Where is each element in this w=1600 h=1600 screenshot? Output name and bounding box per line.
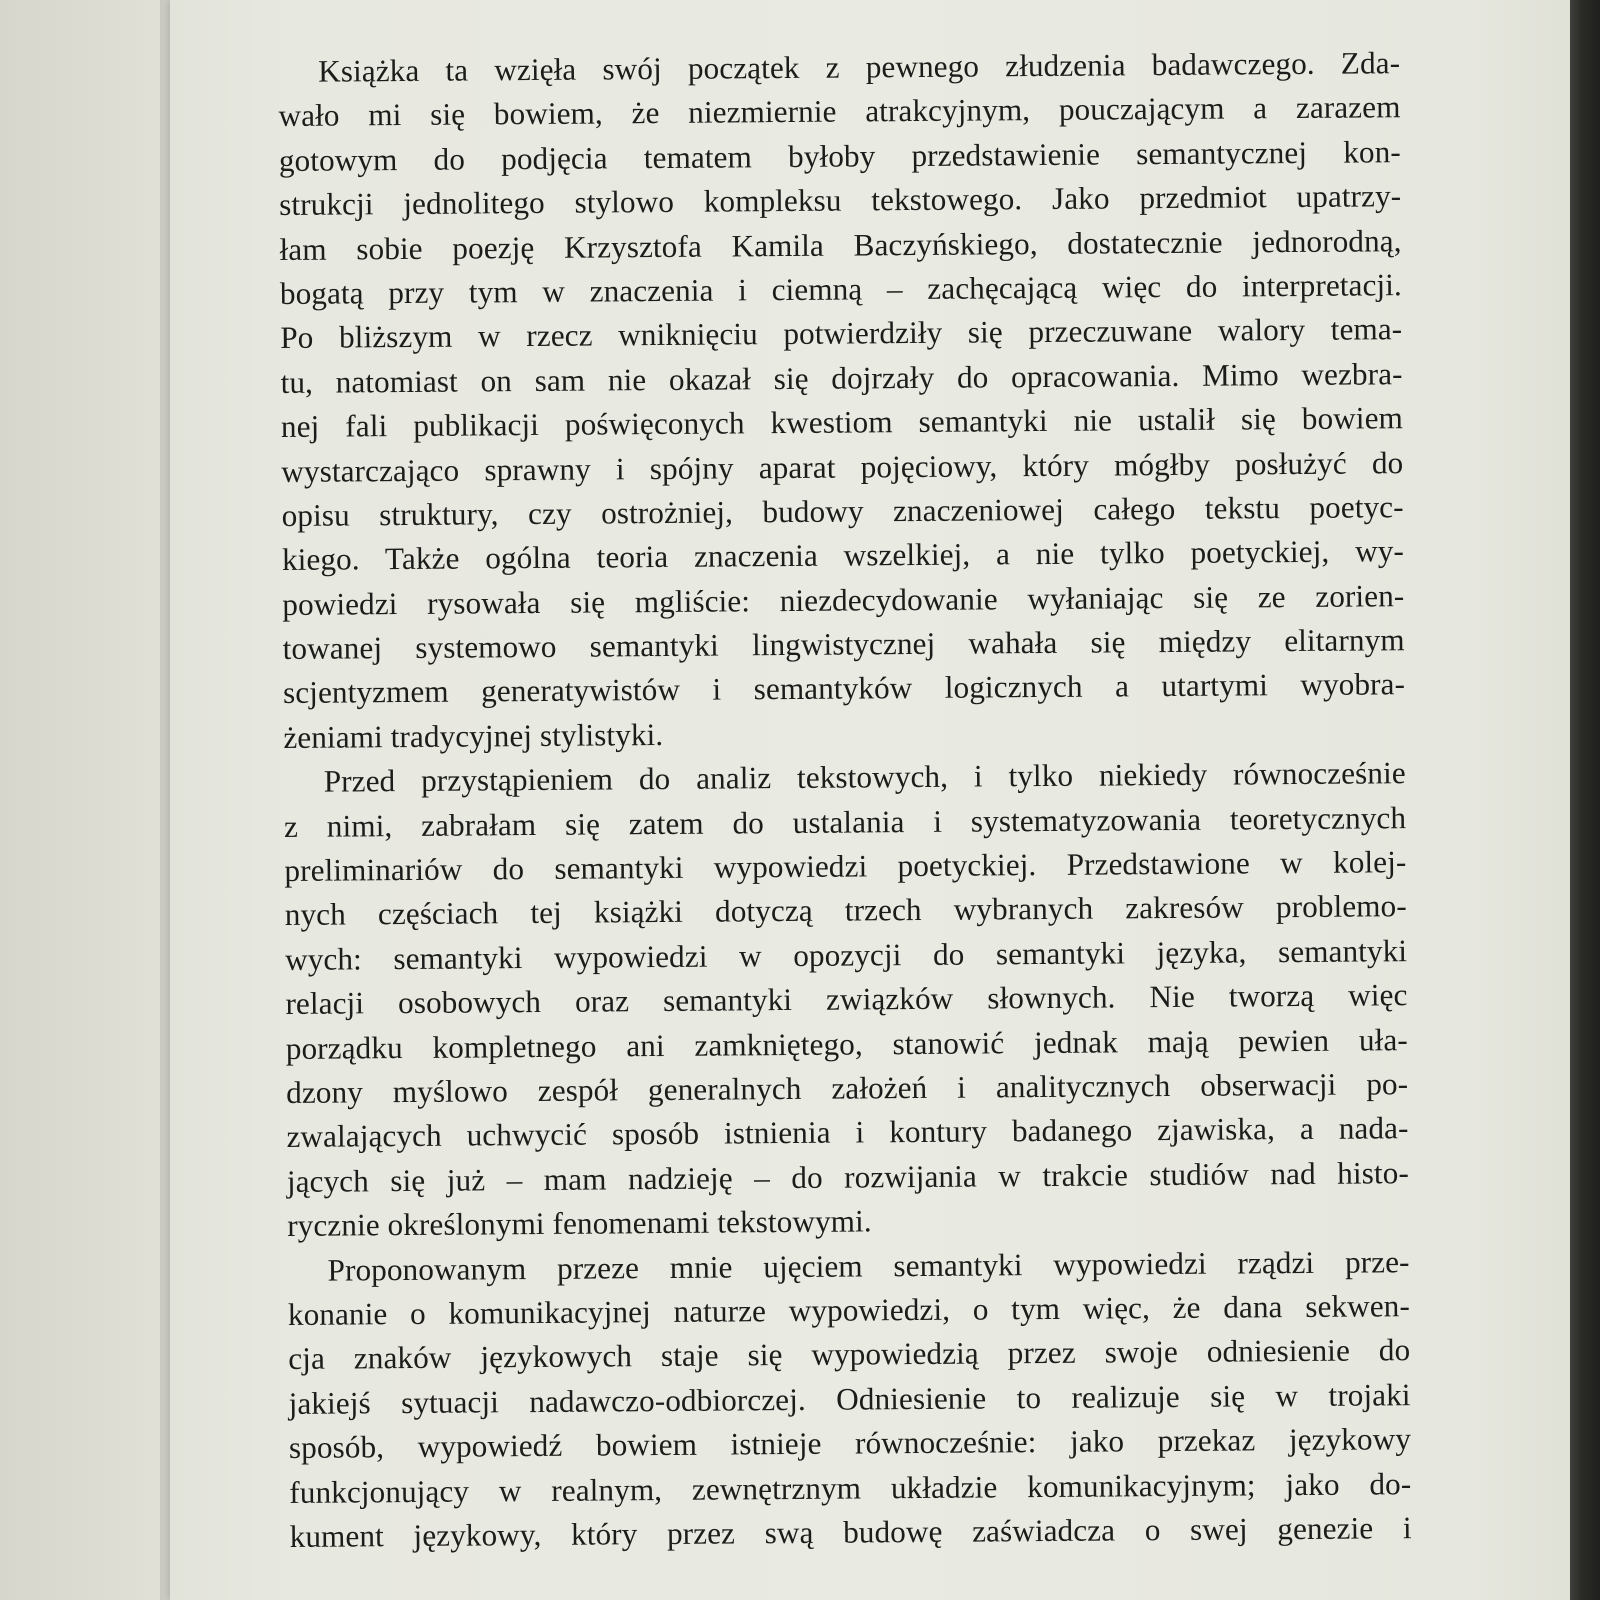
text-line: kiego. Także ogólna teoria znaczenia wszelkiej, a nie tylko poetyckiej, wy- <box>281 533 1405 578</box>
text-line: łam sobie poezję Krzysztofa Kamila Baczyńskiego, dostatecznie jednorodną, <box>279 222 1402 267</box>
text-line: konanie o komunikacyjnej naturze wypowiedzi, o tym więc, że dana sekwen- <box>287 1288 1411 1332</box>
page-text <box>278 41 1412 1554</box>
text-line: jących się już – mam nadzieję – do rozwijania w trakcie studiów nad histo- <box>286 1154 1409 1199</box>
text-line: strukcji jednolitego stylowo kompleksu tekstowego. Jako przedmiot upatrzy- <box>279 178 1402 223</box>
text-line: Proponowanym przeze mnie ujęciem semantyki wypowiedzi rządzi prze- <box>327 1243 1410 1288</box>
paragraph-1 <box>278 41 1406 760</box>
text-line: nej fali publikacji poświęconych kwestiom semantyki nie ustalił się bowiem <box>280 400 1404 445</box>
text-line: jakiejś sytuacji nadawczo-odbiorczej. Odniesienie to realizuje się w trojaki <box>288 1376 1411 1421</box>
text-line: wało mi się bowiem, że niezmiernie atrakcyjnym, pouczającym a zarazem <box>278 89 1401 134</box>
text-line: preliminariów do semantyki wypowiedzi poetyckiej. Przedstawione w kolej- <box>284 844 1407 889</box>
text-line: gotowym do podjęcia tematem byłoby przedstawienie semantycznej kon- <box>278 133 1401 178</box>
text-line: tu, natomiast on sam nie okazał się dojrzały do opracowania. Mimo wezbra- <box>280 355 1403 400</box>
paragraph-2 <box>284 751 1410 1248</box>
text-line: funkcjonujący w realnym, zewnętrznym układzie komunikacyjnym; jako do- <box>289 1465 1412 1510</box>
text-line: cja znaków językowych staje się wypowiedzią przez swoje odniesienie do <box>288 1332 1411 1377</box>
text-line: relacji osobowych oraz semantyki związków słownych. Nie tworzą więc <box>285 977 1408 1022</box>
text-line: Książka ta wzięła swój początek z pewnego złudzenia badawczego. Zda- <box>318 45 1401 89</box>
text-line: powiedzi rysowała się mgliście: niezdecydowanie wyłaniając się ze zorien- <box>282 577 1405 622</box>
text-line: porządku kompletnego ani zamkniętego, stanowić jednak mają pewien uła- <box>285 1021 1408 1066</box>
text-line: kument językowy, który przez swą budowę zaświadcza o swej genezie i <box>289 1510 1412 1554</box>
text-line: rycznie określonymi fenomenami tekstowymi. <box>287 1203 872 1244</box>
text-line: scjentyzmem generatywistów i semantyków logicznych a utartymi wyobra- <box>282 666 1406 711</box>
text-line: Po bliższym w rzecz wniknięciu potwierdziły się przeczuwane walory tema- <box>280 311 1403 356</box>
text-line: wystarczająco sprawny i spójny aparat pojęciowy, który mógłby posłużyć do <box>281 444 1404 489</box>
text-line: wych: semantyki wypowiedzi w opozycji do semantyki języka, semantyki <box>285 932 1408 977</box>
text-line: towanej systemowo semantyki lingwistycznej wahała się między elitarnym <box>282 622 1405 667</box>
text-line: zwalających uchwycić sposób istnienia i kontury badanego zjawiska, a nada- <box>286 1110 1409 1155</box>
text-line: Przed przystąpieniem do analiz tekstowych, i tylko niekiedy równocześnie <box>323 755 1406 799</box>
text-line: bogatą przy tym w znaczenia i ciemną – zachęcającą więc do interpretacji. <box>279 267 1403 311</box>
text-line: żeniami tradycyjnej stylistyki. <box>283 716 664 755</box>
text-line: z nimi, zabrałam się zatem do ustalania i systematyzowania teoretycznych <box>283 799 1407 844</box>
page-edge <box>1570 0 1600 1600</box>
text-line: nych częściach tej książki dotyczą trzech wybranych zakresów problemo- <box>284 888 1407 933</box>
text-line: opisu struktury, czy ostrożniej, budowy znaczeniowej całego tekstu poetyc- <box>281 489 1404 533</box>
paragraph-3 <box>287 1240 1411 1560</box>
text-line: dzony myślowo zespół generalnych założeń i analitycznych obserwacji po- <box>286 1066 1409 1110</box>
text-line: sposób, wypowiedź bowiem istnieje równocześnie: jako przekaz językowy <box>288 1421 1412 1466</box>
